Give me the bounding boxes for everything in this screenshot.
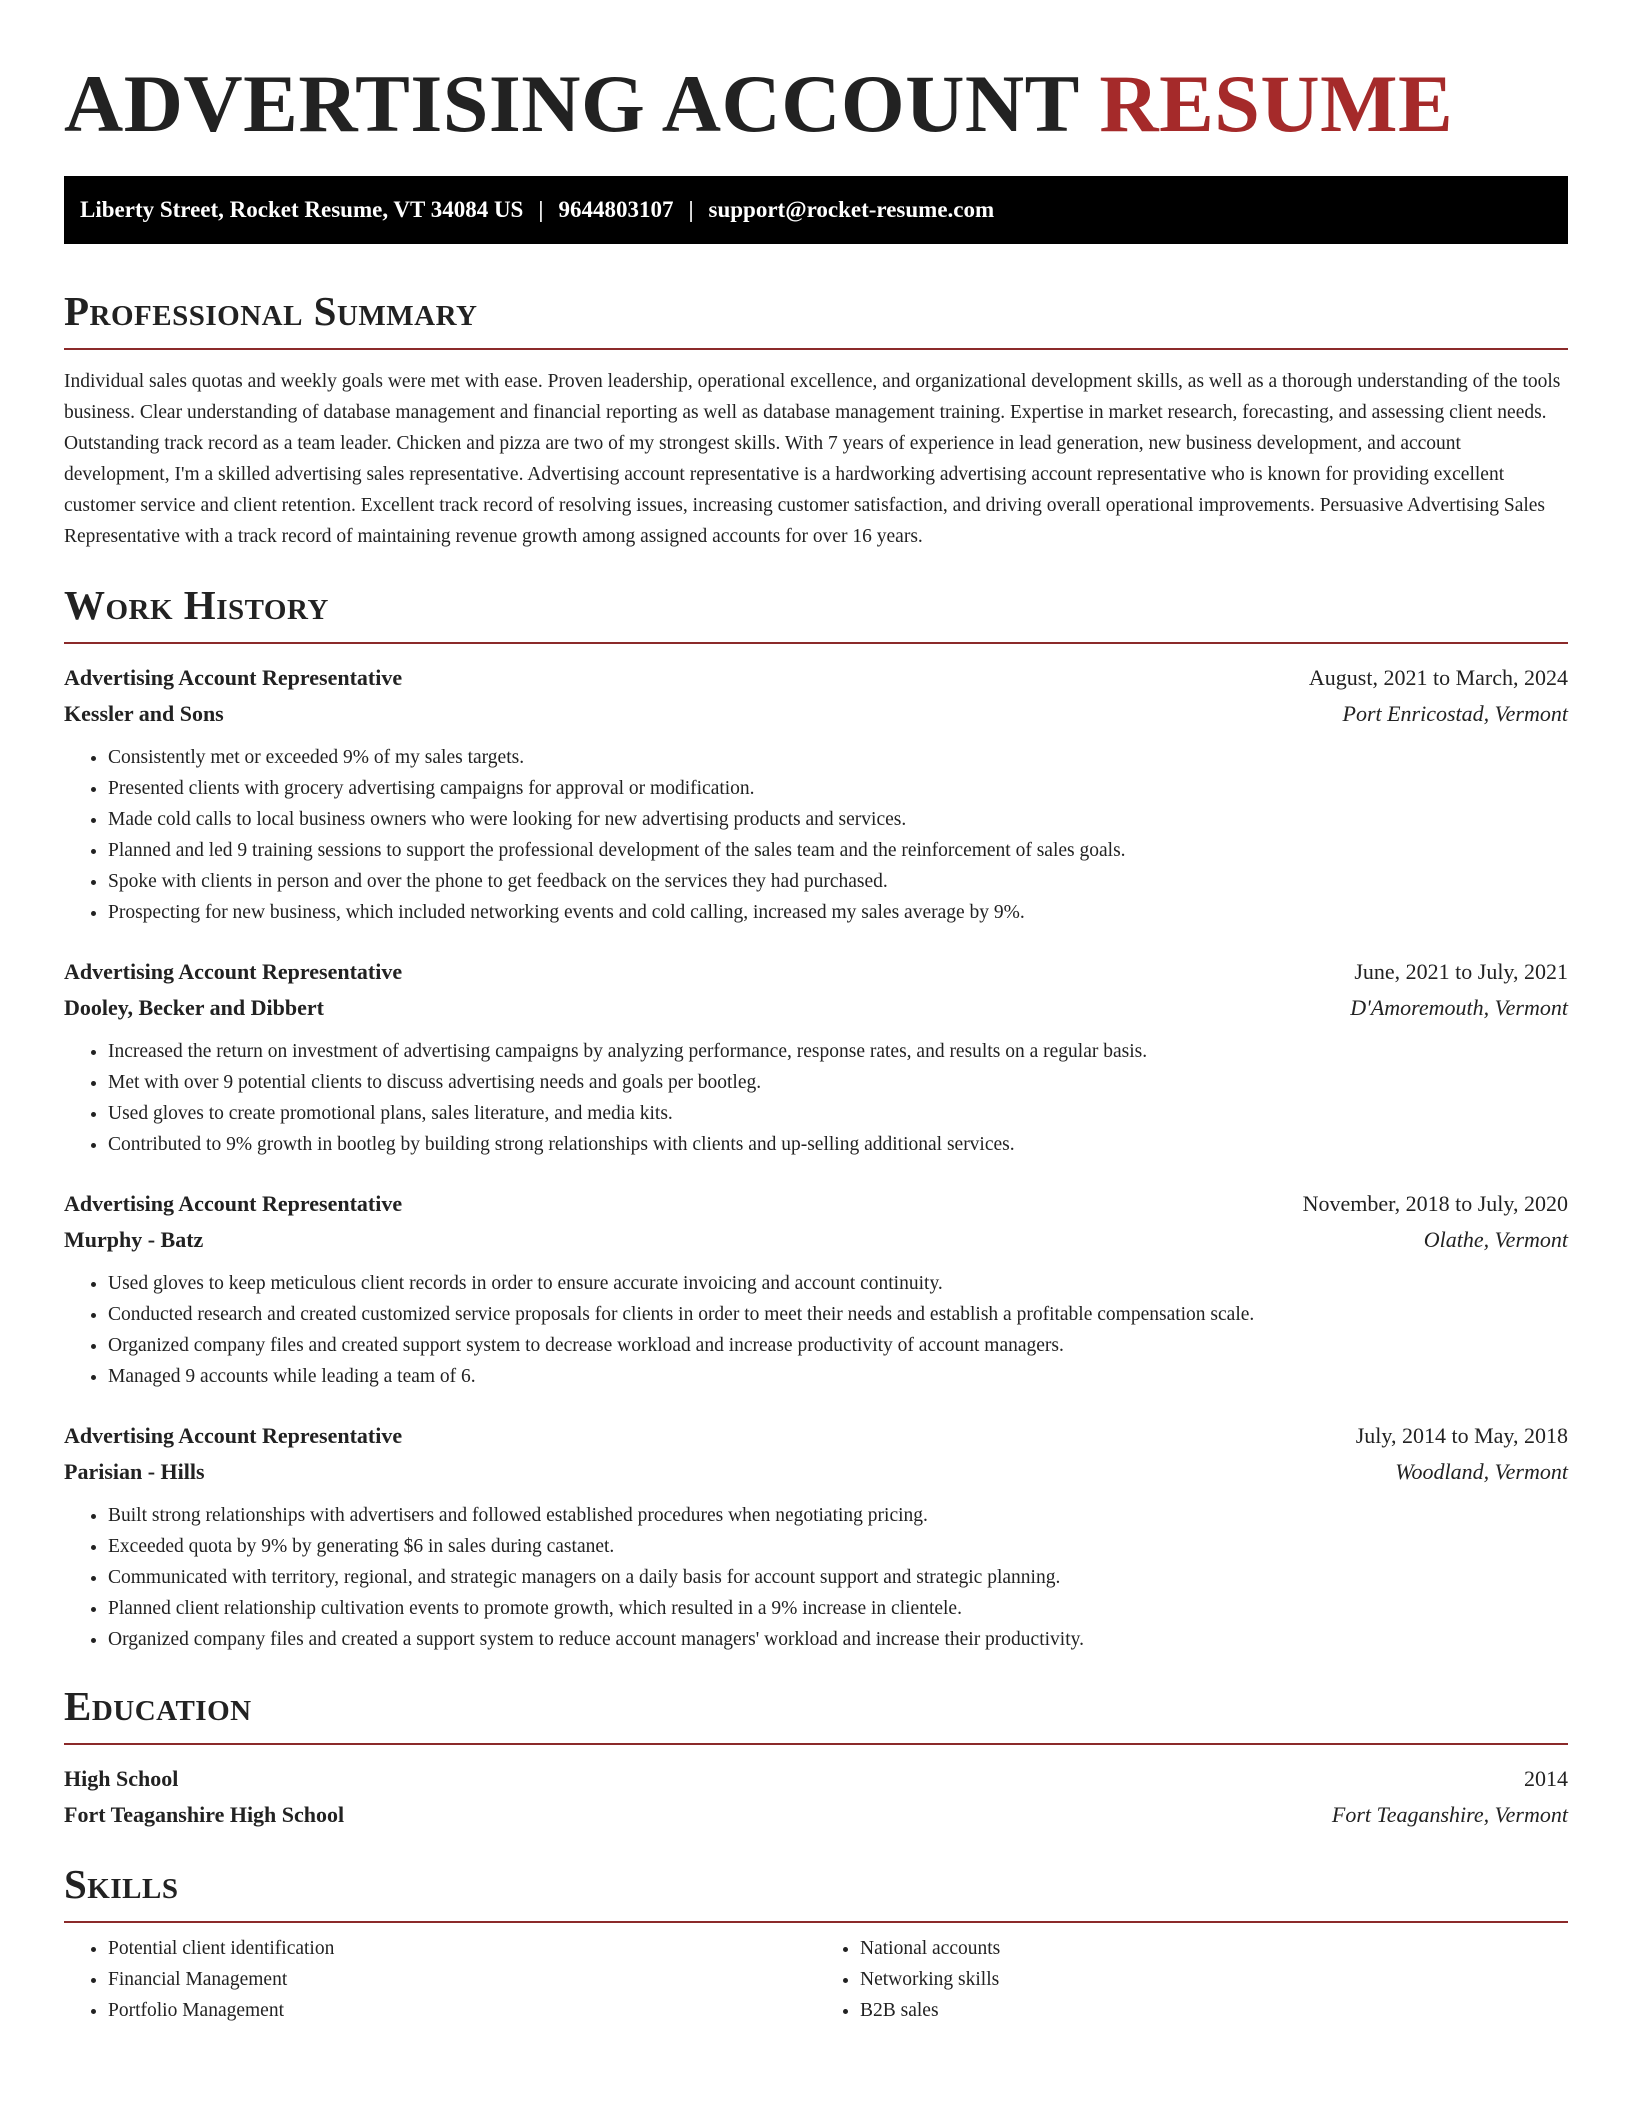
job-company: Kessler and Sons	[64, 701, 224, 726]
job-header	[64, 660, 1568, 696]
job-bullet: • Planned and led 9 training sessions to support the professional development of the sales team and the reinforcement of sales goals.	[108, 835, 1568, 866]
job-header	[64, 1418, 1568, 1454]
work-history-section	[64, 580, 1568, 1655]
title-main: ADVERTISING ACCOUNT	[64, 58, 1079, 149]
job-dates: June, 2021 to July, 2021	[1354, 959, 1568, 984]
job-location: D'Amoremouth, Vermont	[1350, 995, 1568, 1020]
job-entry	[64, 1418, 1568, 1655]
job-company: Murphy - Batz	[64, 1227, 204, 1252]
job-subheader	[64, 990, 1568, 1026]
job-bullet: • Conducted research and created customized service proposals for clients in order to meet their needs and establish a profitable compensation scale.	[108, 1299, 1568, 1330]
contact-separator: |	[688, 197, 694, 222]
job-bullet: • Made cold calls to local business owners who were looking for new advertising products and services.	[108, 804, 1568, 835]
job-bullet: • Communicated with territory, regional, and strategic managers on a daily basis for account support and strategic planning.	[108, 1562, 1568, 1593]
job-header	[64, 954, 1568, 990]
job-bullets	[64, 1268, 1568, 1392]
job-bullet: • Presented clients with grocery advertising campaigns for approval or modification.	[108, 773, 1568, 804]
job-subheader	[64, 696, 1568, 732]
job-bullet: • Exceeded quota by 9% by generating $6 in sales during castanet.	[108, 1531, 1568, 1562]
job-dates: November, 2018 to July, 2020	[1302, 1191, 1568, 1216]
education-location: Fort Teaganshire, Vermont	[1331, 1802, 1568, 1827]
job-location: Port Enricostad, Vermont	[1342, 701, 1568, 726]
skill-item: • Financial Management	[108, 1964, 816, 1995]
job-bullet: • Organized company files and created a support system to reduce account managers' workload and increase their productivity.	[108, 1624, 1568, 1655]
summary-section	[64, 286, 1568, 552]
job-subheader	[64, 1222, 1568, 1258]
job-company: Dooley, Becker and Dibbert	[64, 995, 324, 1020]
contact-separator: |	[538, 197, 544, 222]
job-entry	[64, 954, 1568, 1160]
education-section	[64, 1681, 1568, 1833]
skill-item: • Networking skills	[860, 1964, 1568, 1995]
education-degree: High School	[64, 1766, 179, 1791]
contact-phone: 9644803107	[558, 197, 674, 222]
job-bullet: • Managed 9 accounts while leading a team of 6.	[108, 1361, 1568, 1392]
skills-grid	[64, 1923, 1568, 2026]
skill-item: • Potential client identification	[108, 1933, 816, 1964]
section-divider	[64, 348, 1568, 350]
skill-item: • Portfolio Management	[108, 1995, 816, 2026]
job-bullets	[64, 1036, 1568, 1160]
summary-heading: Professional Summary	[64, 288, 478, 334]
education-heading: Education	[64, 1683, 252, 1729]
skill-item: • National accounts	[860, 1933, 1568, 1964]
job-bullets	[64, 742, 1568, 928]
contact-bar	[64, 176, 1568, 244]
section-divider	[64, 642, 1568, 644]
education-header	[64, 1761, 1568, 1797]
job-dates: July, 2014 to May, 2018	[1355, 1423, 1568, 1448]
contact-address: Liberty Street, Rocket Resume, VT 34084 US	[80, 197, 524, 222]
job-bullet: • Contributed to 9% growth in bootleg by building strong relationships with clients and up-selling additional services.	[108, 1129, 1568, 1160]
resume-page	[64, 0, 1568, 2026]
job-title: Advertising Account Representative	[64, 959, 403, 984]
job-bullet: • Met with over 9 potential clients to discuss advertising needs and goals per bootleg.	[108, 1067, 1568, 1098]
job-location: Olathe, Vermont	[1423, 1227, 1568, 1252]
section-divider	[64, 1743, 1568, 1745]
job-company: Parisian - Hills	[64, 1459, 205, 1484]
skill-item: • B2B sales	[860, 1995, 1568, 2026]
resume-title	[64, 0, 1568, 150]
title-accent: RESUME	[1099, 58, 1454, 149]
skills-column-right	[816, 1933, 1568, 2026]
job-bullet: • Consistently met or exceeded 9% of my sales targets.	[108, 742, 1568, 773]
skills-column-left	[64, 1933, 816, 2026]
job-title: Advertising Account Representative	[64, 1191, 403, 1216]
job-bullet: • Prospecting for new business, which included networking events and cold calling, increased my sales average by 9%.	[108, 897, 1568, 928]
work-history-heading: Work History	[64, 582, 329, 628]
job-bullets	[64, 1500, 1568, 1655]
education-year: 2014	[1524, 1766, 1568, 1791]
job-bullet: • Increased the return on investment of advertising campaigns by analyzing performance, response rates, and results on a regular basis.	[108, 1036, 1568, 1067]
job-entry	[64, 1186, 1568, 1392]
job-dates: August, 2021 to March, 2024	[1308, 665, 1568, 690]
job-subheader	[64, 1454, 1568, 1490]
education-entry	[64, 1761, 1568, 1833]
job-bullet: • Planned client relationship cultivation events to promote growth, which resulted in a 9% increase in clientele.	[108, 1593, 1568, 1624]
education-school: Fort Teaganshire High School	[64, 1802, 345, 1827]
job-bullet: • Organized company files and created support system to decrease workload and increase productivity of account managers.	[108, 1330, 1568, 1361]
job-bullet: • Spoke with clients in person and over the phone to get feedback on the services they had purchased.	[108, 866, 1568, 897]
job-bullet: • Used gloves to create promotional plans, sales literature, and media kits.	[108, 1098, 1568, 1129]
job-title: Advertising Account Representative	[64, 665, 403, 690]
job-bullet: • Built strong relationships with advertisers and followed established procedures when negotiating pricing.	[108, 1500, 1568, 1531]
job-bullet: • Used gloves to keep meticulous client records in order to ensure accurate invoicing and account continuity.	[108, 1268, 1568, 1299]
education-subheader	[64, 1797, 1568, 1833]
job-header	[64, 1186, 1568, 1222]
skills-section	[64, 1859, 1568, 2026]
contact-email: support@rocket-resume.com	[708, 197, 995, 222]
summary-text: Individual sales quotas and weekly goals were met with ease. Proven leadership, operational excellence, and organizational development skills, as well as a thorough understanding of the tools business. Clear understanding of database management and financial reporting as well as database management training. Expertise in market research, forecasting, and assessing client needs. Outstanding track record as a team leader. Chicken and pizza are two of my strongest skills. With 7 years of experience in lead generation, new business development, and account development, I'm a skilled advertising sales representative. Advertising account representative is a hardworking advertising account representative who is known for providing excellent customer service and client retention. Excellent track record of resolving issues, increasing customer satisfaction, and driving overall operational improvements. Persuasive Advertising Sales Representative with a track record of maintaining revenue growth among assigned accounts for over 16 years.	[64, 371, 1561, 547]
job-title: Advertising Account Representative	[64, 1423, 403, 1448]
skills-heading: Skills	[64, 1861, 179, 1907]
job-location: Woodland, Vermont	[1395, 1459, 1568, 1484]
job-entry	[64, 660, 1568, 928]
